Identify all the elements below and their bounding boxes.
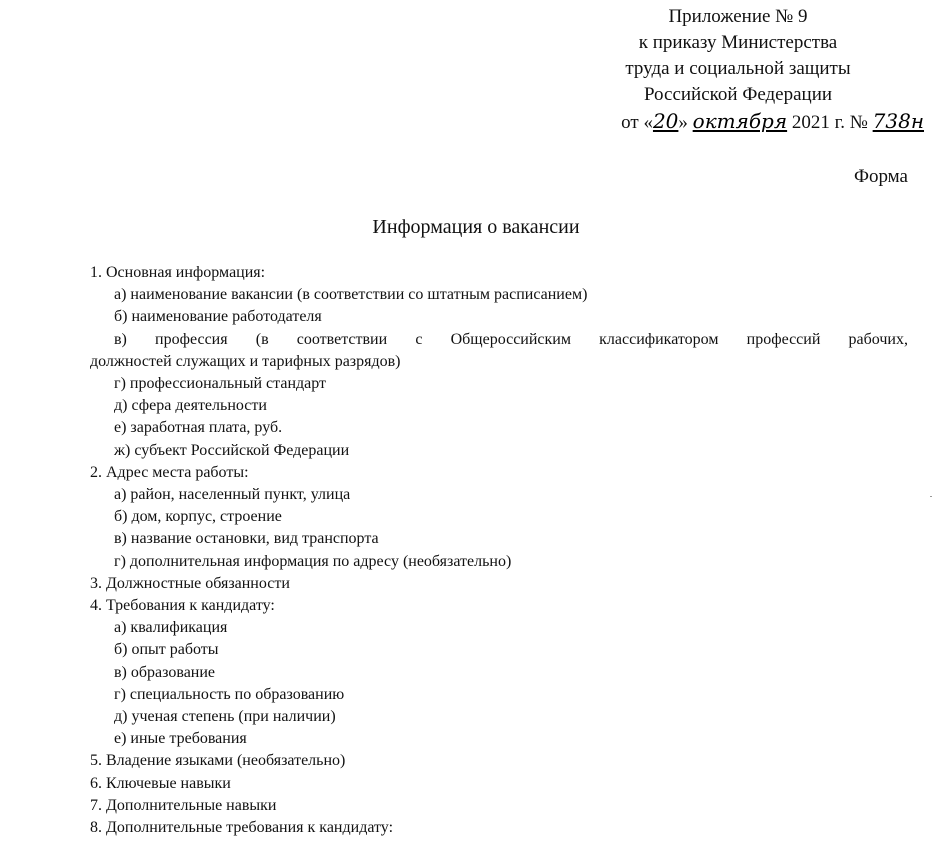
item-federal-subject: ж) субъект Российской Федерации — [114, 441, 350, 459]
item-profession-continued: должностей служащих и тарифных разрядов) — [90, 352, 401, 370]
vacancy-info-list — [90, 262, 908, 839]
document-title: Информация о вакансии — [372, 216, 580, 238]
scan-speck — [930, 496, 932, 497]
item-vacancy-name: а) наименование вакансии (в соответствии со штатным расписанием) — [114, 286, 588, 304]
appendix-header — [560, 4, 924, 136]
section-languages: 5. Владение языками (необязательно) — [90, 752, 346, 770]
form-label: Форма — [853, 166, 908, 187]
item-specialty: г) специальность по образованию — [114, 685, 345, 703]
item-district-city-street: а) район, населенный пункт, улица — [114, 486, 351, 504]
ministry-name-line2: Российской Федерации — [643, 84, 833, 105]
item-address-extra: г) дополнительная информация по адресу (необязательно) — [114, 552, 512, 570]
ministry-name-line1: труда и социальной защиты — [625, 58, 851, 79]
section-work-address: 2. Адрес места работы: — [90, 463, 249, 481]
order-reference: к приказу Министерства — [638, 32, 838, 53]
date-mid: » — [678, 112, 688, 133]
date-day-handwritten: 20 — [652, 109, 679, 133]
section-key-skills: 6. Ключевые навыки — [90, 774, 231, 792]
order-date-line — [568, 108, 924, 136]
item-profession: в) профессия (в соответствии с Общероссийским классификатором профессий рабочих, — [114, 330, 908, 348]
item-work-experience: б) опыт работы — [114, 641, 219, 659]
date-year: 2021 г. № — [791, 112, 868, 133]
item-academic-degree: д) ученая степень (при наличии) — [114, 708, 336, 726]
section-candidate-requirements: 4. Требования к кандидату: — [90, 597, 275, 615]
date-prefix: от « — [621, 112, 653, 133]
order-number-handwritten: 738н — [872, 109, 924, 133]
item-house-building: б) дом, корпус, строение — [114, 508, 282, 526]
item-salary: е) заработная плата, руб. — [114, 419, 283, 437]
item-employer-name: б) наименование работодателя — [114, 308, 322, 326]
section-duties: 3. Должностные обязанности — [90, 574, 290, 592]
appendix-number: Приложение № 9 — [668, 6, 808, 27]
item-professional-standard: г) профессиональный стандарт — [114, 375, 327, 393]
item-education: в) образование — [114, 663, 216, 681]
item-transport-stop: в) название остановки, вид транспорта — [114, 530, 379, 548]
date-month-handwritten: октября — [692, 109, 788, 133]
item-other-requirements: е) иные требования — [114, 730, 247, 748]
section-additional-requirements: 8. Дополнительные требования к кандидату: — [90, 819, 394, 837]
section-additional-skills: 7. Дополнительные навыки — [90, 796, 277, 814]
section-main-info: 1. Основная информация: — [90, 264, 266, 281]
item-qualification: а) квалификация — [114, 619, 228, 637]
item-field-of-activity: д) сфера деятельности — [114, 397, 267, 415]
